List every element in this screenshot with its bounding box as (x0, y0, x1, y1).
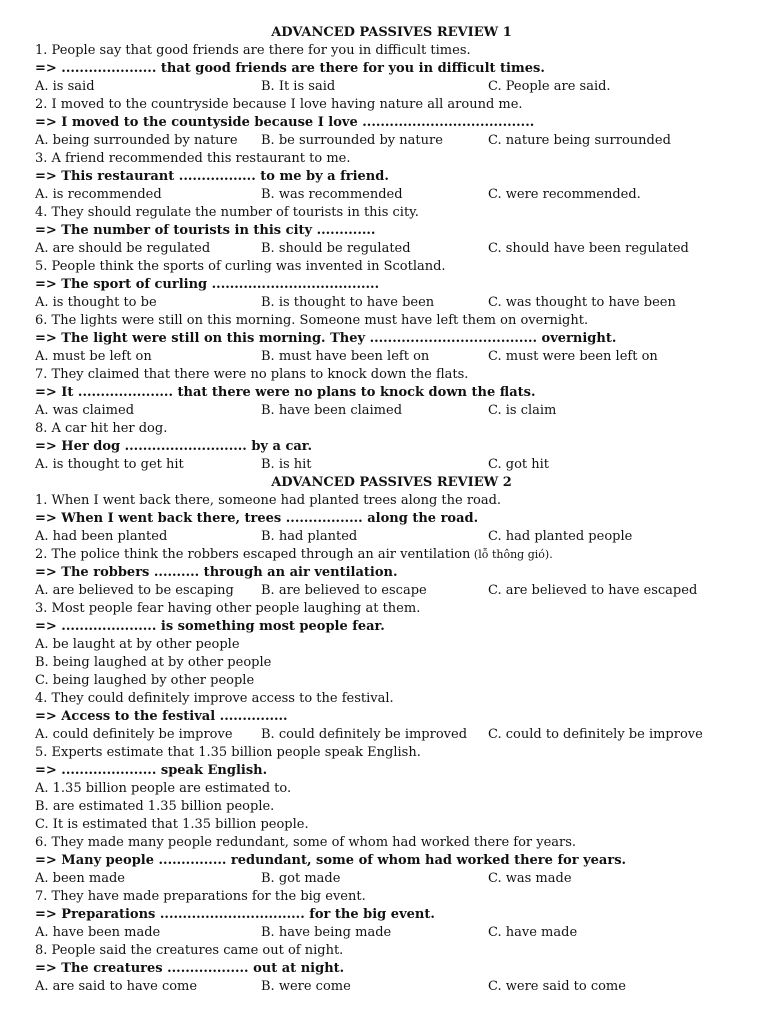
question-main-text: 2. The police think the robbers escaped through an air ventilation (35, 547, 471, 562)
question-block (35, 204, 748, 258)
question-block (35, 546, 748, 600)
question-text: 7. They claimed that there were no plans to knock down the flats. (35, 367, 469, 382)
question-text: 5. People think the sports of curling was invented in Scotland. (35, 259, 446, 274)
section-title-review-1: ADVANCED PASSIVES REVIEW 1 (271, 25, 512, 40)
question-text: 1. When I went back there, someone had planted trees along the road. (35, 493, 502, 508)
question-block (35, 42, 748, 96)
section-title-review-2: ADVANCED PASSIVES REVIEW 2 (271, 475, 512, 490)
vocabulary-note: (lỗ thông gió). (470, 548, 553, 561)
option-c: C. could to definitely be improve (488, 727, 703, 742)
option-b: B. was recommended (261, 187, 403, 202)
answer-prompt: => Access to the festival ............... (35, 709, 288, 724)
option-c: C. being laughed by other people (35, 673, 255, 688)
question-text (35, 546, 748, 564)
answer-prompt: => The light were still on this morning. They ..................................... overnight. (35, 331, 617, 346)
option-b: B. be surrounded by nature (261, 133, 443, 148)
option-a: A. been made (35, 871, 125, 886)
option-a: A. is said (35, 79, 95, 94)
question-block (35, 150, 748, 204)
options-row (35, 294, 748, 312)
answer-prompt: => The creatures .................. out at night. (35, 961, 345, 976)
question-text: 1. People say that good friends are there for you in difficult times. (35, 43, 471, 58)
option-c: C. It is estimated that 1.35 billion people. (35, 817, 309, 832)
option-b: B. have being made (261, 925, 392, 940)
option-b: B. could definitely be improved (261, 727, 468, 742)
options-row (35, 240, 748, 258)
options-row (35, 726, 748, 744)
option-a: A. be laught at by other people (35, 637, 240, 652)
option-a: A. is recommended (35, 187, 162, 202)
options-row (35, 582, 748, 600)
answer-prompt: => This restaurant ................. to me by a friend. (35, 169, 389, 184)
option-a: A. is thought to be (35, 295, 157, 310)
option-c: C. was made (488, 871, 572, 886)
option-b: B. It is said (261, 79, 336, 94)
answer-prompt: => ..................... that good friends are there for you in difficult times. (35, 61, 545, 76)
option-a: A. is thought to get hit (35, 457, 184, 472)
option-b: B. had planted (261, 529, 358, 544)
question-text: 3. Most people fear having other people laughing at them. (35, 601, 421, 616)
option-a: A. could definitely be improve (35, 727, 233, 742)
option-a: A. was claimed (35, 403, 135, 418)
question-block (35, 96, 748, 150)
options-row (35, 78, 748, 96)
answer-prompt: => Her dog ........................... by a car. (35, 439, 312, 454)
option-a: A. have been made (35, 925, 161, 940)
question-text: 3. A friend recommended this restaurant to me. (35, 151, 351, 166)
options-row (35, 528, 748, 546)
question-text: 4. They could definitely improve access to the festival. (35, 691, 394, 706)
question-text: 6. They made many people redundant, some of whom had worked there for years. (35, 835, 577, 850)
answer-prompt: => Preparations ................................ for the big event. (35, 907, 435, 922)
option-c: C. must were been left on (488, 349, 658, 364)
options-row (35, 348, 748, 366)
option-c: C. have made (488, 925, 578, 940)
options-row (35, 978, 748, 996)
option-c: C. had planted people (488, 529, 633, 544)
answer-prompt: => Many people ............... redundant, some of whom had worked there for years. (35, 853, 627, 868)
option-c: C. were recommended. (488, 187, 641, 202)
answer-prompt: => ..................... speak English. (35, 763, 268, 778)
option-b: B. have been claimed (261, 403, 403, 418)
question-text: 2. I moved to the countryside because I love having nature all around me. (35, 97, 523, 112)
question-text: 7. They have made preparations for the big event. (35, 889, 366, 904)
question-block (35, 942, 748, 996)
option-c: C. should have been regulated (488, 241, 689, 256)
option-b: B. got made (261, 871, 341, 886)
option-a: A. being surrounded by nature (35, 133, 238, 148)
options-row (35, 402, 748, 420)
question-text: 8. A car hit her dog. (35, 421, 168, 436)
answer-prompt: => The sport of curling ..................................... (35, 277, 380, 292)
question-block (35, 600, 748, 690)
answer-prompt: => The number of tourists in this city ............. (35, 223, 376, 238)
option-b: B. must have been left on (261, 349, 430, 364)
option-a: A. are believed to be escaping (35, 583, 234, 598)
options-row (35, 456, 748, 474)
question-block (35, 420, 748, 474)
question-block (35, 312, 748, 366)
question-text: 5. Experts estimate that 1.35 billion people speak English. (35, 745, 421, 760)
question-block (35, 366, 748, 420)
option-c: C. were said to come (488, 979, 626, 994)
option-c: C. was thought to have been (488, 295, 676, 310)
answer-prompt: => ..................... is something most people fear. (35, 619, 385, 634)
option-c: C. People are said. (488, 79, 611, 94)
option-a: A. 1.35 billion people are estimated to. (35, 781, 292, 796)
question-text: 4. They should regulate the number of tourists in this city. (35, 205, 419, 220)
option-b: B. is thought to have been (261, 295, 435, 310)
options-row (35, 132, 748, 150)
option-a: A. are said to have come (35, 979, 198, 994)
answer-prompt: => When I went back there, trees ................. along the road. (35, 511, 479, 526)
option-c: C. is claim (488, 403, 557, 418)
question-block (35, 744, 748, 834)
question-text: 8. People said the creatures came out of night. (35, 943, 344, 958)
option-b: B. is hit (261, 457, 312, 472)
option-b: B. should be regulated (261, 241, 411, 256)
option-c: C. nature being surrounded (488, 133, 671, 148)
answer-prompt: => I moved to the countyside because I love ...................................... (35, 115, 535, 130)
question-block (35, 888, 748, 942)
options-row (35, 186, 748, 204)
option-a: A. had been planted (35, 529, 168, 544)
question-block (35, 258, 748, 312)
question-block (35, 690, 748, 744)
options-row (35, 924, 748, 942)
option-b: B. were come (261, 979, 351, 994)
option-c: C. got hit (488, 457, 550, 472)
question-block (35, 492, 748, 546)
option-c: C. are believed to have escaped (488, 583, 698, 598)
question-text: 6. The lights were still on this morning. Someone must have left them on overnight. (35, 313, 589, 328)
option-b: B. being laughed at by other people (35, 655, 272, 670)
answer-prompt: => It ..................... that there were no plans to knock down the flats. (35, 385, 536, 400)
option-b: B. are believed to escape (261, 583, 427, 598)
option-a: A. are should be regulated (35, 241, 211, 256)
question-block (35, 834, 748, 888)
options-row (35, 870, 748, 888)
option-a: A. must be left on (35, 349, 152, 364)
answer-prompt: => The robbers .......... through an air ventilation. (35, 565, 398, 580)
option-b: B. are estimated 1.35 billion people. (35, 799, 275, 814)
